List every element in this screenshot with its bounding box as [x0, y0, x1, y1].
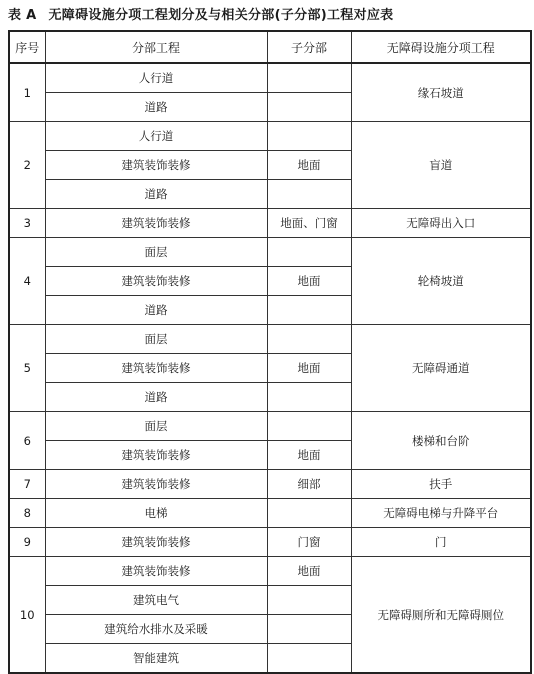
table-row: [9, 325, 531, 354]
cell-division: 道路: [45, 93, 267, 122]
cell-subdivision: [267, 383, 351, 412]
cell-seq: 2: [9, 122, 45, 209]
cell-division: 电梯: [45, 499, 267, 528]
table-row: [9, 499, 531, 528]
cell-subdivision: 地面: [267, 557, 351, 586]
cell-division: 面层: [45, 325, 267, 354]
cell-subdivision: 地面、门窗: [267, 209, 351, 238]
cell-seq: 4: [9, 238, 45, 325]
cell-division: 建筑装饰装修: [45, 209, 267, 238]
cell-seq: 9: [9, 528, 45, 557]
cell-subdivision: [267, 180, 351, 209]
header-item: 无障碍设施分项工程: [351, 31, 531, 63]
table-number: 表 A: [8, 8, 37, 23]
cell-division: 建筑给水排水及采暖: [45, 615, 267, 644]
table-row: [9, 470, 531, 499]
cell-seq: 7: [9, 470, 45, 499]
cell-subdivision: [267, 93, 351, 122]
cell-subdivision: [267, 412, 351, 441]
cell-division: 人行道: [45, 122, 267, 151]
table-title: [8, 4, 528, 26]
table-row: [9, 557, 531, 586]
header-seq: 序号: [9, 31, 45, 63]
cell-seq: 8: [9, 499, 45, 528]
cell-subdivision: [267, 63, 351, 93]
cell-division: 智能建筑: [45, 644, 267, 674]
cell-seq: 5: [9, 325, 45, 412]
cell-facility-item: 无障碍厕所和无障碍厕位: [351, 557, 531, 674]
cell-facility-item: 无障碍通道: [351, 325, 531, 412]
table-title-text: 无障碍设施分项工程划分及与相关分部(子分部)工程对应表: [48, 8, 394, 23]
cell-division: 建筑装饰装修: [45, 441, 267, 470]
cell-facility-item: 无障碍电梯与升降平台: [351, 499, 531, 528]
table-row: [9, 63, 531, 93]
cell-facility-item: 楼梯和台阶: [351, 412, 531, 470]
cell-subdivision: 门窗: [267, 528, 351, 557]
cell-subdivision: [267, 296, 351, 325]
cell-division: 建筑装饰装修: [45, 528, 267, 557]
cell-division: 面层: [45, 412, 267, 441]
cell-subdivision: [267, 644, 351, 674]
table-row: [9, 528, 531, 557]
cell-division: 人行道: [45, 63, 267, 93]
table-row: [9, 209, 531, 238]
table-row: [9, 122, 531, 151]
table-row: [9, 238, 531, 267]
cell-subdivision: 地面: [267, 354, 351, 383]
cell-seq: 1: [9, 63, 45, 122]
cell-subdivision: [267, 615, 351, 644]
header-subdivision: 子分部: [267, 31, 351, 63]
cell-seq: 6: [9, 412, 45, 470]
cell-division: 道路: [45, 383, 267, 412]
cell-facility-item: 缘石坡道: [351, 63, 531, 122]
cell-subdivision: 地面: [267, 441, 351, 470]
cell-subdivision: [267, 238, 351, 267]
cell-seq: 10: [9, 557, 45, 674]
cell-subdivision: 地面: [267, 267, 351, 296]
cell-facility-item: 轮椅坡道: [351, 238, 531, 325]
cell-subdivision: [267, 499, 351, 528]
cell-subdivision: 地面: [267, 151, 351, 180]
cell-division: 建筑装饰装修: [45, 354, 267, 383]
table-header-row: [9, 31, 531, 63]
cell-subdivision: [267, 325, 351, 354]
header-division: 分部工程: [45, 31, 267, 63]
table-body: [9, 63, 531, 673]
cell-seq: 3: [9, 209, 45, 238]
cell-facility-item: 门: [351, 528, 531, 557]
table-row: [9, 412, 531, 441]
cell-subdivision: [267, 122, 351, 151]
cell-division: 建筑装饰装修: [45, 151, 267, 180]
cell-facility-item: 盲道: [351, 122, 531, 209]
cell-division: 道路: [45, 296, 267, 325]
cell-division: 道路: [45, 180, 267, 209]
cell-facility-item: 无障碍出入口: [351, 209, 531, 238]
cell-division: 建筑电气: [45, 586, 267, 615]
cell-division: 建筑装饰装修: [45, 267, 267, 296]
cell-division: 建筑装饰装修: [45, 470, 267, 499]
cell-division: 面层: [45, 238, 267, 267]
cell-subdivision: [267, 586, 351, 615]
correspondence-table: [8, 30, 532, 674]
cell-subdivision: 细部: [267, 470, 351, 499]
cell-division: 建筑装饰装修: [45, 557, 267, 586]
cell-facility-item: 扶手: [351, 470, 531, 499]
